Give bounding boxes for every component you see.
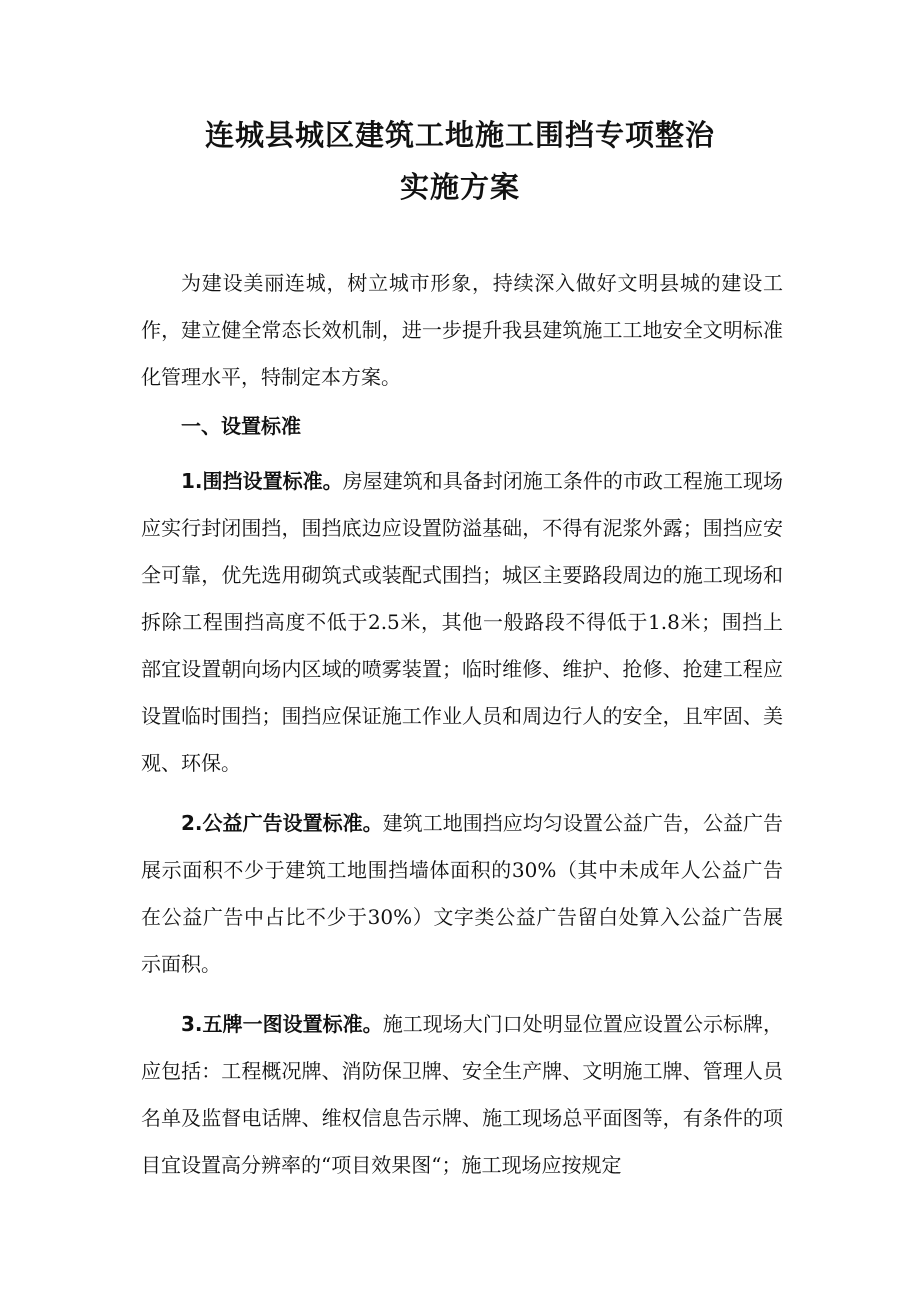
item-number: 2 bbox=[181, 811, 195, 835]
section-heading-text: 一、设置标准 bbox=[181, 414, 301, 438]
document-body bbox=[141, 260, 783, 1202]
section-heading bbox=[141, 403, 783, 450]
item-number: 1 bbox=[181, 469, 195, 493]
item-title: .公益广告设置标准。 bbox=[194, 811, 383, 835]
intro-paragraph: 为建设美丽连城，树立城市形象，持续深入做好文明县城的建设工作，建立健全常态长效机制，进一步提升我县建筑施工工地安全文明标准化管理水平，特制定本方案。 bbox=[141, 271, 783, 389]
document-title-line-1: 连城县城区建筑工地施工围挡专项整治 bbox=[204, 118, 715, 152]
item-paragraph-1 bbox=[141, 458, 783, 787]
item-paragraph-2 bbox=[141, 800, 783, 988]
item-title: .围挡设置标准。 bbox=[194, 469, 343, 493]
item-text: 房屋建筑和具备封闭施工条件的市政工程施工现场应实行封闭围挡，围挡底边应设置防溢基础，不得有泥浆外露；围挡应安全可靠，优先选用砌筑式或装配式围挡；城区主要路段周边的施工现场和拆除工程围挡高度不低于2.5米，其他一般路段不得低于1.8米；围挡上部宜设置朝向场内区域的喷雾装置；临时维修、维护、抢修、抢建工程应设置临时围挡；围挡应保证施工作业人员和周边行人的安全，且牢固、美观、环保。 bbox=[141, 469, 783, 775]
item-title: .五牌一图设置标准。 bbox=[194, 1012, 383, 1036]
item-text: 施工现场大门口处明显位置应设置公示标牌，应包括：工程概况牌、消防保卫牌、安全生产牌、文明施工牌、管理人员名单及监督电话牌、维权信息告示牌、施工现场总平面图等，有条件的项目宜设置高分辨率的“项目效果图“；施工现场应按规定 bbox=[141, 1012, 783, 1177]
item-number: 3 bbox=[181, 1012, 195, 1036]
document-title-line-2: 实施方案 bbox=[399, 170, 520, 204]
item-text: 建筑工地围挡应均匀设置公益广告，公益广告展示面积不少于建筑工地围挡墙体面积的30%（其中未成年人公益广告在公益广告中占比不少于30%）文字类公益广告留白处算入公益广告展示面积。 bbox=[141, 811, 783, 976]
item-paragraph-3 bbox=[141, 1001, 783, 1189]
